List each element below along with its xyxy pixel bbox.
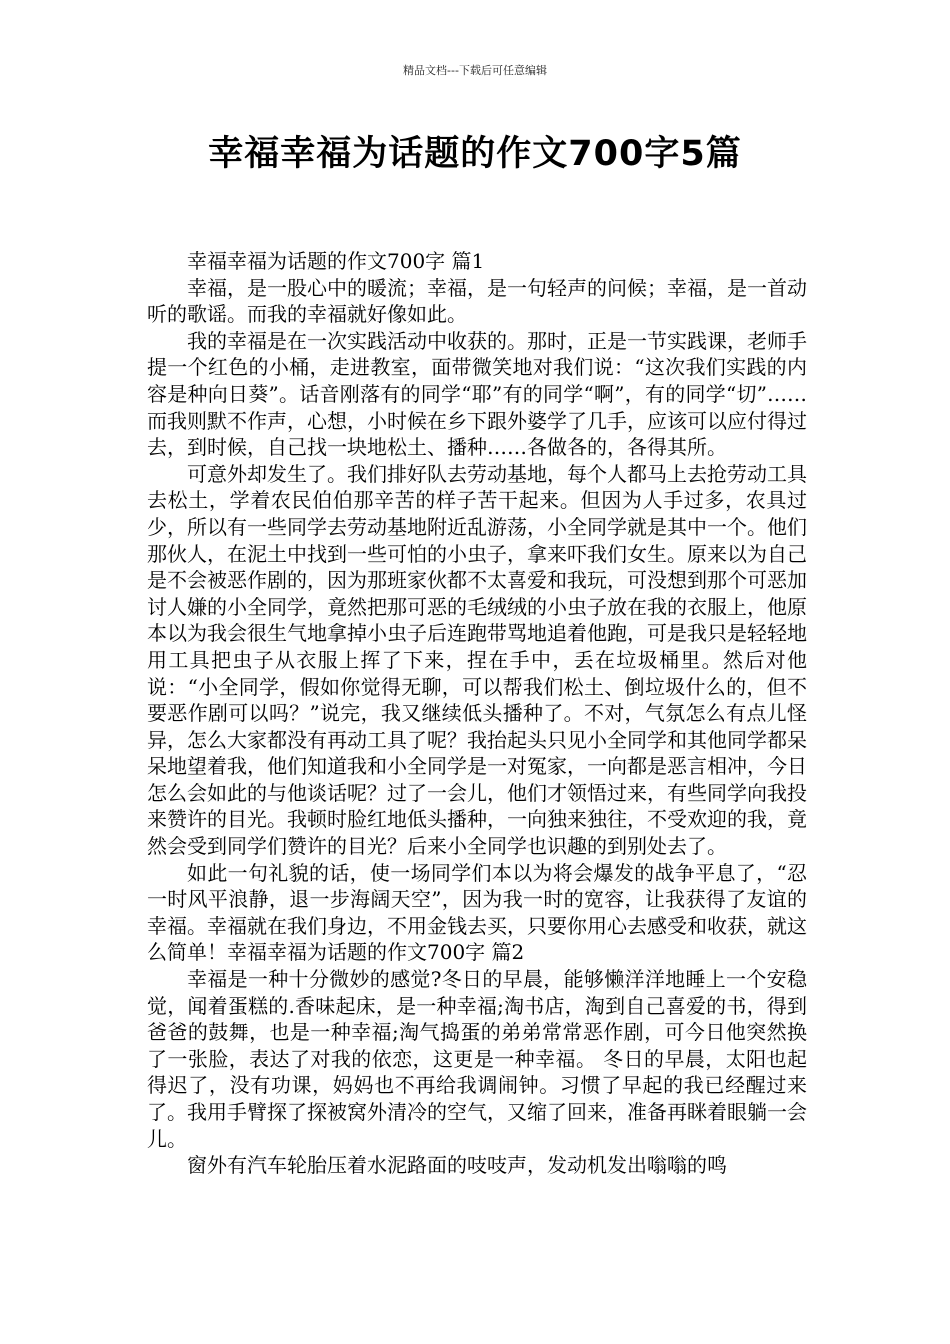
paragraph: 幸福，是一股心中的暖流；幸福，是一句轻声的问候；幸福，是一首动听的歌谣。而我的幸福就好像如此。 [147,275,807,327]
document-title: 幸福幸福为话题的作文700字5篇 [208,134,742,174]
section-heading: 幸福幸福为话题的作文700字 篇1 [187,249,485,273]
paragraph: 我的幸福是在一次实践活动中收获的。那时，正是一节实践课，老师手提一个红色的小桶，走进教室，面带微笑地对我们说：“这次我们实践的内容是种向日葵”。话音刚落有的同学“耶”有的同学“啊”，有的同学“切”……而我则默不作声，心想，小时候在乡下跟外婆学了几手，应该可以应付得过去，到时候，自己找一块地松土、播种……各做各的，各得其所。 [147,328,807,460]
paragraph: 可意外却发生了。我们排好队去劳动基地，每个人都马上去抢劳动工具去松土，学着农民伯伯那辛苦的样子苦干起来。但因为人手过多，农具过少，所以有一些同学去劳动基地附近乱游荡，小全同学就是其中一个。他们那伙人，在泥土中找到一些可怕的小虫子，拿来吓我们女生。原来以为自己是不会被恶作剧的，因为那班家伙都不太喜爱和我玩，可没想到那个可恶加讨人嫌的小全同学，竟然把那可恶的毛绒绒的小虫子放在我的衣服上，他原本以为我会很生气地拿掉小虫子后连跑带骂地追着他跑，可是我只是轻轻地用工具把虫子从衣服上挥了下来，捏在手中，丢在垃圾桶里。然后对他说：“小全同学，假如你觉得无聊，可以帮我们松土、倒垃圾什么的，但不要恶作剧可以吗？”说完，我又继续低头播种了。不对，气氛怎么有点儿怪异，怎么大家都没有再动工具了呢？我抬起头只见小全同学和其他同学都呆呆地望着我，他们知道我和小全同学是一对冤家，一向都是恶言相冲，今日怎么会如此的与他谈话呢？过了一会儿，他们才领悟过来，有些同学向我投来赞许的目光。我顿时脸红地低头播种，一向独来独往，不受欢迎的我，竟然会受到同学们赞许的目光？后来小全同学也识趣的到别处去了。 [147,461,807,859]
paragraph: 窗外有汽车轮胎压着水泥路面的吱吱声，发动机发出嗡嗡的鸣 [187,1153,727,1178]
paragraph: 幸福是一种十分微妙的感觉?冬日的早晨，能够懒洋洋地睡上一个安稳觉，闻着蛋糕的.香味起床，是一种幸福;淘书店，淘到自己喜爱的书，得到爸爸的鼓舞，也是一种幸福;淘气捣蛋的弟弟常常恶作剧，可今日他突然换了一张脸，表达了对我的依恋，这更是一种幸福。 冬日的早晨，太阳也起得迟了，没有功课，妈妈也不再给我调闹钟。习惯了早起的我已经醒过来了。我用手臂探了探被窝外清冷的空气，又缩了回来，准备再眯着眼躺一会儿。 [147,967,807,1151]
article-body [147,248,807,1179]
paragraph: 如此一句礼貌的话，使一场同学们本以为将会爆发的战争平息了，“忍一时风平浪静，退一步海阔天空”，因为我一时的宽容，让我获得了友谊的幸福。幸福就在我们身边，不用金钱去买，只要你用心去感受和收获，就这么简单！幸福幸福为话题的作文700字 篇2 [147,860,807,965]
page-header: 精品文档---下载后可任意编辑 [403,64,547,77]
